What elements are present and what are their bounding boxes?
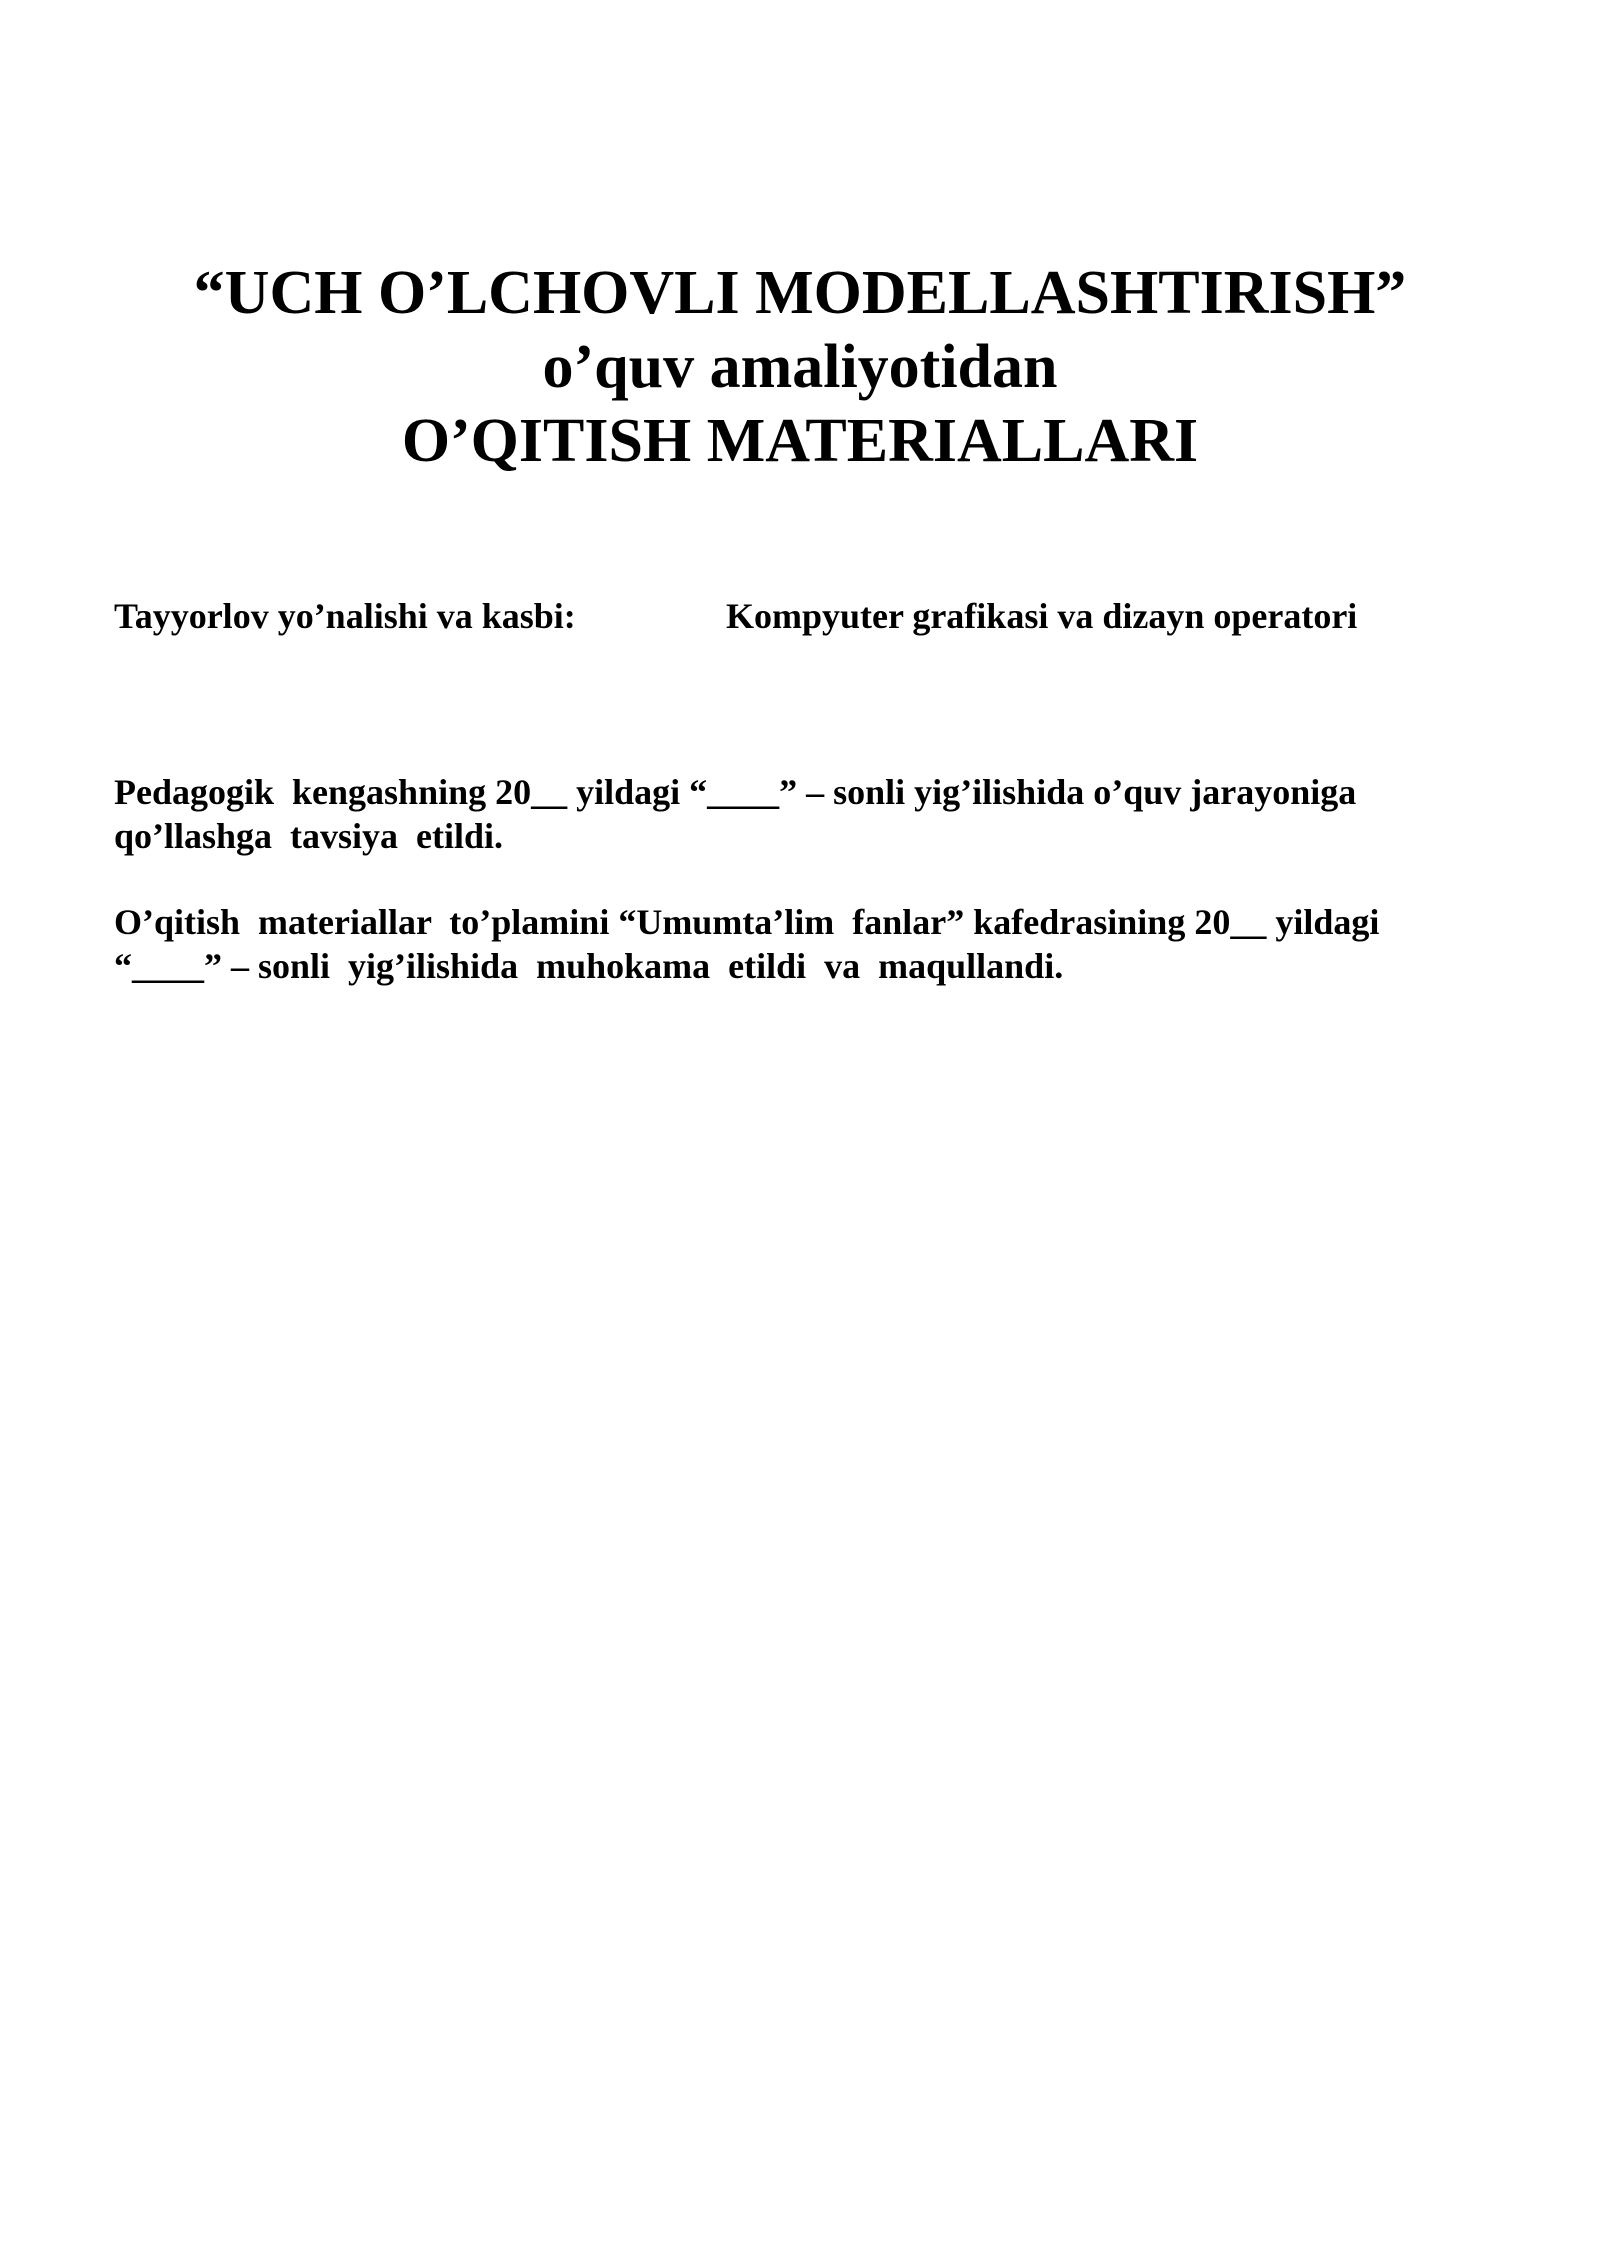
training-direction-value: Kompyuter grafikasi va dizayn operatori bbox=[726, 596, 1358, 636]
department-approval-paragraph bbox=[114, 900, 1486, 988]
title-line-3: O’QITISH MATERIALLARI bbox=[401, 407, 1199, 475]
paragraph-line: Pedagogik kengashning 20__ yildagi “____” – sonli yig’ilishida o’quv jarayoniga bbox=[114, 772, 1357, 812]
title-line-2: o’quv amaliyotidan bbox=[542, 333, 1058, 401]
paragraph-line: O’qitish materiallar to’plamini “Umumta’lim fanlar” kafedrasining 20__ yildagi bbox=[114, 902, 1380, 942]
document-title bbox=[0, 256, 1600, 478]
pedagogical-council-paragraph bbox=[114, 770, 1486, 858]
training-direction-label: Tayyorlov yo’nalishi va kasbi: bbox=[114, 596, 576, 636]
paragraph-line: “____” – sonli yig’ilishida muhokama etildi va maqullandi. bbox=[114, 946, 1064, 986]
title-line-1: “UCH O’LCHOVLI MODELLASHTIRISH” bbox=[193, 259, 1407, 327]
paragraph-line: qo’llashga tavsiya etildi. bbox=[114, 816, 504, 856]
